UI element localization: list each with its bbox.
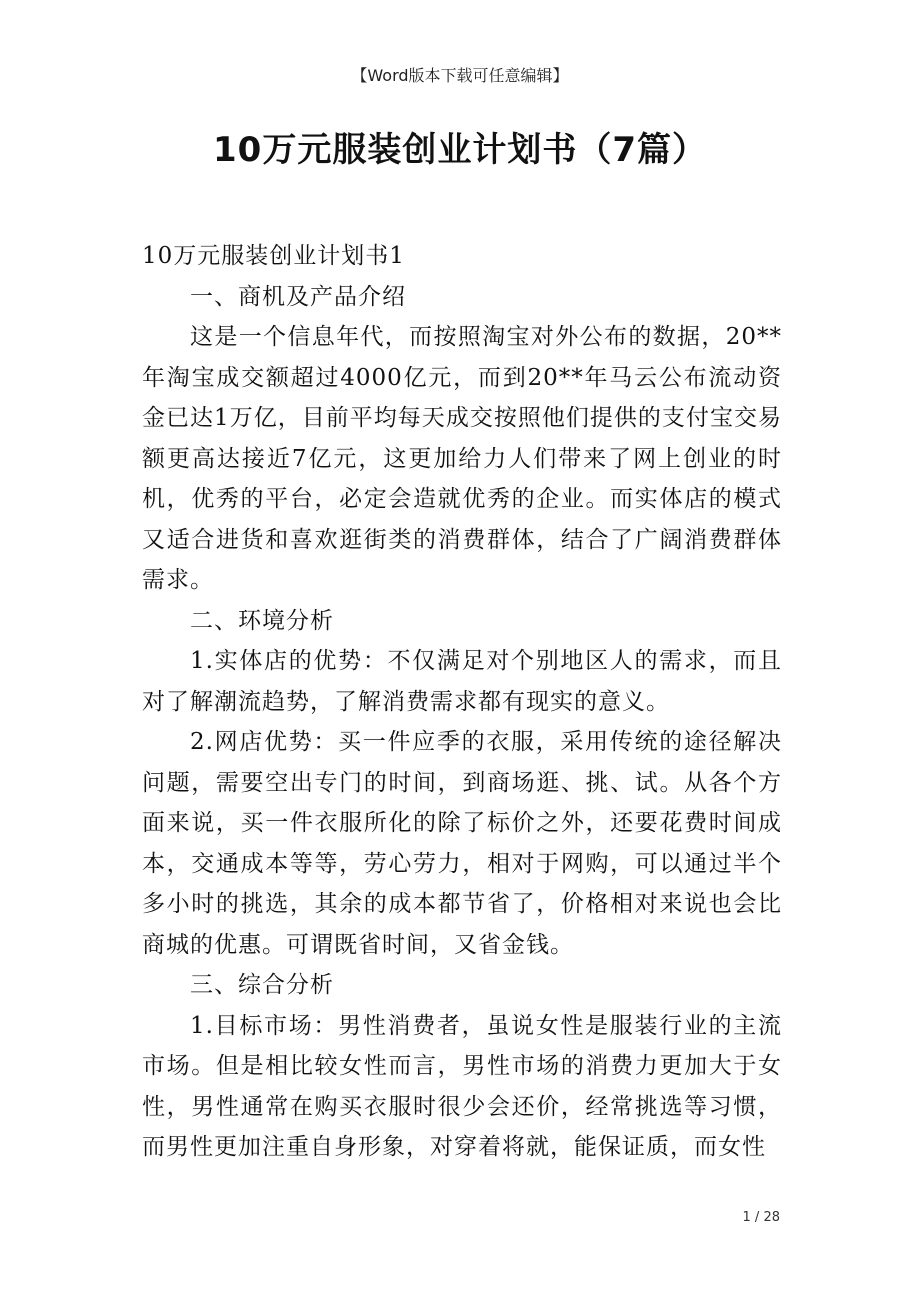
paragraph-target-market: 1.目标市场：男性消费者，虽说女性是服装行业的主流市场。但是相比较女性而言，男性市场的消费力更加大于女性，男性通常在购买衣服时很少会还价，经常挑选等习惯，而男性更加注重自身形象，对穿着将就，能保证质，而女性 (142, 1012, 782, 1160)
paragraph-store-advantage: 1.实体店的优势：不仅满足对个别地区人的需求，而且对了解潮流趋势，了解消费需求都有现实的意义。 (142, 648, 782, 715)
page-number: 1 / 28 (742, 1210, 780, 1225)
paragraph-intro: 这是一个信息年代，而按照淘宝对外公布的数据，20**年淘宝成交额超过4000亿元，而到20**年马云公布流动资金已达1万亿，目前平均每天成交按照他们提供的支付宝交易额更高达接近7亿元，这更加给力人们带来了网上创业的时机，优秀的平台，必定会造就优秀的企业。而实体店的模式又适合进货和喜欢逛街类的消费群体，结合了广阔消费群体需求。 (142, 324, 782, 593)
heading-opportunity: 一、商机及产品介绍 (190, 283, 406, 310)
document-title: 10万元服装创业计划书（7篇） (213, 130, 707, 170)
heading-environment: 二、环境分析 (190, 607, 334, 634)
section-subtitle: 10万元服装创业计划书1 (142, 243, 405, 269)
paragraph-online-advantage: 2.网店优势：买一件应季的衣服，采用传统的途径解决问题，需要空出专门的时间，到商场逛、挑、试。从各个方面来说，买一件衣服所化的除了标价之外，还要花费时间成本，交通成本等等，劳心劳力，相对于网购，可以通过半个多小时的挑选，其余的成本都节省了，价格相对来说也会比商城的优惠。可谓既省时间，又省金钱。 (142, 729, 782, 958)
header-note: 【Word版本下载可任意编辑】 (351, 66, 569, 85)
document-body (142, 236, 782, 1168)
heading-analysis: 三、综合分析 (190, 972, 334, 998)
